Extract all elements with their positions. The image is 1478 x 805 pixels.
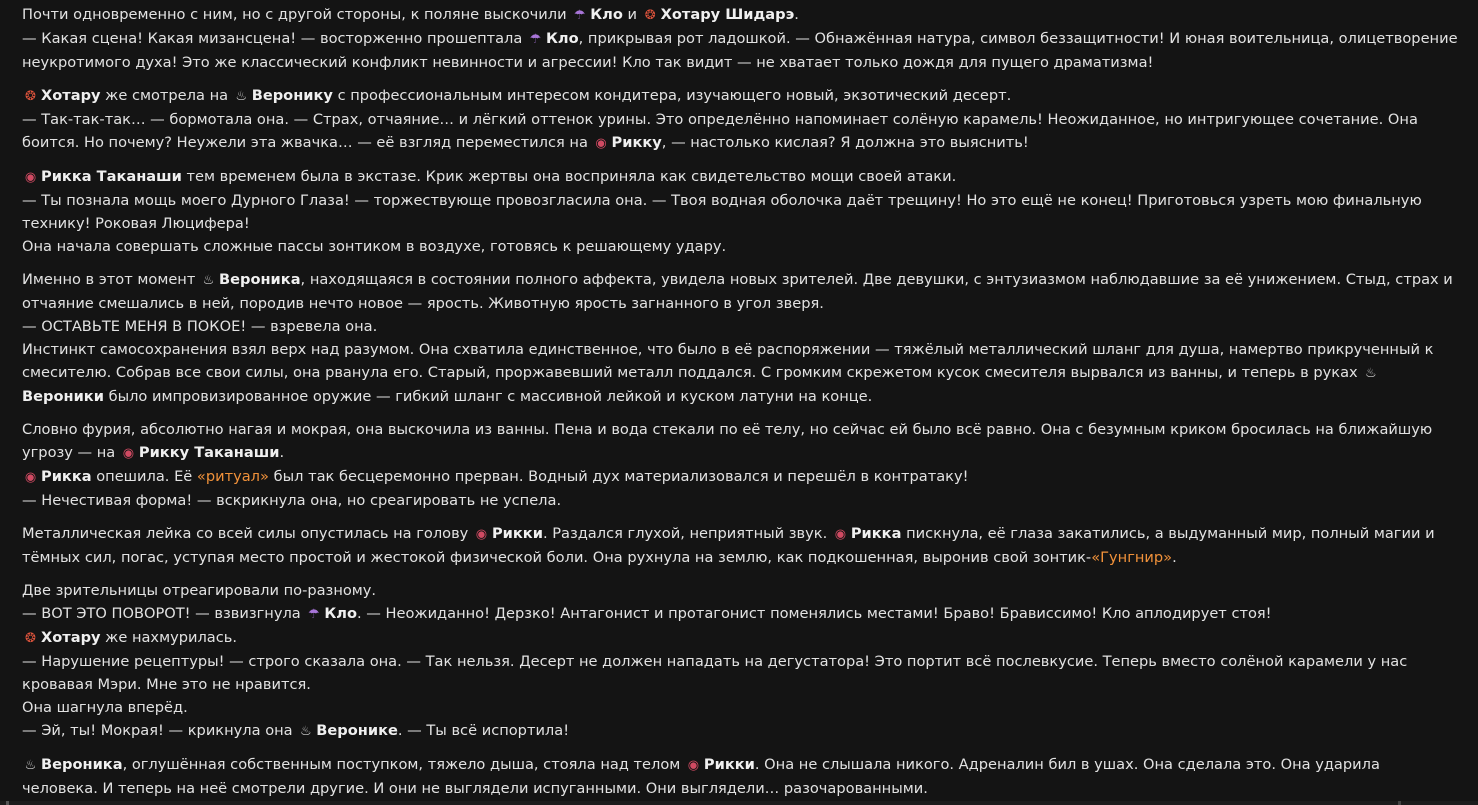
text-line [22,465,1458,489]
text-line [22,753,1458,800]
text-segment: . Она не слышала никого. Адреналин бил в ушах. Она сделала это. Она ударила человека. И теперь на неё смотрели другие. И они не выглядели испуганными. Они выглядели… разочарованными. [22,756,1385,797]
character-name: Вероники [22,388,104,405]
highlighted-term: «Гунгнир» [1091,549,1173,566]
text-segment: — ОСТАВЬТЕ МЕНЯ В ПОКОЕ! — взревела она. [22,318,378,335]
text-segment: . [1172,549,1177,566]
candy-icon: ❂ [644,8,656,23]
character-name: Веронику [251,87,333,104]
text-segment: , прикрывая рот ладошкой. — Обнажённая натура, символ беззащитности! И юная воительница, олицетворение неукротимого духа! Это же классический конфликт невинности и агрессии! Кло так видит — не хватает только дождя для пущего драматизма! [22,30,1463,71]
text-line [22,626,1458,650]
text-segment: — Так-так-так… — бормотала она. — Страх, отчаяние… и лёгкий оттенок урины. Это определённо напоминает солёную карамель! Неожиданное, но интригующее сочетание. Она боится. Но почему? Неужели эта жвачка… — её взгляд переместился на [22,111,1423,151]
text-line [22,165,1458,189]
umbrella-icon: ☂ [308,607,320,622]
text-line [22,27,1463,74]
candy-icon: ❂ [25,631,36,646]
umbrella-icon: ☂ [573,8,586,23]
text-segment: Инстинкт самосохранения взял верх над разумом. Она схватила единственное, что было в её распоряжении — тяжёлый металлический шланг для душа, намертво прикрученный к смесителю. Собрав все свои силы, она рванула его. Старый, проржавевший металл поддался. С громким скрежетом кусок смесителя вырвался из ванны, и теперь в руках [22,341,1439,381]
text-line [22,84,1458,108]
character-name: Кло [590,6,623,23]
text-segment: с профессиональным интересом кондитера, изучающего новый, экзотический десерт. [332,87,1012,104]
text-segment: . [794,6,799,23]
text-segment: тем временем была в экстазе. Крик жертвы она восприняла как свидетельство мощи своей атаки. [181,168,957,185]
text-segment: , оглушённая собственным поступком, тяжело дыша, стояла над телом [122,756,685,773]
text-segment: — Какая сцена! Какая мизансцена! — восторженно прошептала [22,30,527,47]
text-segment: был так бесцеремонно прерван. Водный дух материализовался и перешёл в контратаку! [268,468,969,485]
text-line [22,650,1458,696]
text-line [22,579,1458,602]
eye-icon: ◉ [122,446,135,461]
character-name: Хотару Шидарэ [660,6,795,23]
text-segment: — Нечестивая форма! — вскрикнула она, но среагировать не успела. [22,492,562,509]
character-name: Кло [545,30,579,47]
highlighted-term: «ритуал» [196,468,269,485]
text-segment: же нахмурилась. [100,629,237,646]
text-line [22,235,1458,258]
bathtub-icon: ♨ [24,758,37,773]
text-line [22,719,1458,743]
eye-icon: ◉ [475,527,488,542]
story-text [22,3,1463,805]
text-line [22,418,1458,465]
text-segment: было импровизированное оружие — гибкий шланг с массивной лейкой и куском латуни на конце. [103,388,873,405]
text-segment: Она начала совершать сложные пассы зонтиком в воздухе, готовясь к решающему удару. [22,238,727,255]
scrollbar-left-marker [6,801,9,805]
text-line [22,338,1458,408]
text-segment: же смотрела на [100,87,233,104]
bathtub-icon: ♨ [1364,366,1377,381]
paragraph [22,753,1458,800]
text-segment: пискнула, её глаза закатились, а выдуманный мир, полный магии и тёмных сил, погас, уступая место простой и жестокой физической боли. Она рухнула на землю, как подкошенная, выронив свой зонтик- [22,525,1440,566]
character-name: Вероника [218,271,301,288]
text-line [22,189,1458,235]
text-segment: . — Неожиданно! Дерзко! Антагонист и протагонист поменялись местами! Браво! Брависсимо! Кло аплодирует стоя! [357,605,1272,622]
text-segment: Она шагнула вперёд. [22,699,188,716]
text-segment: Две зрительницы отреагировали по-разному. [22,582,377,599]
text-line [22,696,1458,719]
text-segment: опешила. Её [91,468,197,485]
horizontal-scrollbar[interactable] [0,801,1478,805]
character-name: Рикку [611,134,662,151]
text-segment: Почти одновременно с ним, но с другой стороны, к поляне выскочили [22,6,572,23]
candy-icon: ❂ [25,89,36,104]
text-segment: . Раздался глухой, неприятный звук. [542,525,832,542]
text-line [22,602,1458,626]
eye-icon: ◉ [24,170,37,185]
paragraph [22,3,1463,74]
text-line [22,268,1458,315]
character-name: Хотару [41,87,101,104]
text-line [22,108,1458,155]
umbrella-icon: ☂ [529,32,542,47]
text-segment: — Нарушение рецептуры! — строго сказала она. — Так нельзя. Десерт не должен нападать на дегустатора! Это портит всё послевкусие. Теперь вместо солёной карамели у нас кровавая Мэри. Мне это не нравится. [22,653,1412,693]
eye-icon: ◉ [595,136,607,151]
paragraph [22,84,1458,155]
text-segment: Металлическая лейка со всей силы опустилась на голову [22,525,473,542]
text-segment: , — настолько кислая? Я должна это выяснить! [661,134,1029,151]
character-name: Рикку Таканаши [138,444,280,461]
text-line [22,489,1458,512]
character-name: Хотару [41,629,101,646]
bathtub-icon: ♨ [299,724,312,739]
text-line [22,315,1458,338]
paragraph [22,579,1458,743]
text-segment: Словно фурия, абсолютно нагая и мокрая, она выскочила из ванны. Пена и вода стекали по её телу, но сейчас ей было всё равно. Она с безумным криком бросилась на ближайшую угрозу — на [22,421,1437,461]
text-segment: и [622,6,642,23]
eye-icon: ◉ [687,758,700,773]
text-line [22,522,1458,569]
character-name: Вероника [41,756,123,773]
character-name: Рикки [491,525,543,542]
text-line [22,3,1458,27]
text-segment: — ВОТ ЭТО ПОВОРОТ! — взвизгнула [22,605,306,622]
paragraph [22,268,1458,408]
text-segment: Именно в этот момент [22,271,200,288]
text-segment: — Ты познала мощь моего Дурного Глаза! — торжествующе провозгласила она. — Твоя водная оболочка даёт трещину! Но это ещё не конец! Приготовься узреть мою финальную технику! Роковая Люцифера! [22,192,1427,232]
scrollbar-right-marker [1398,801,1401,805]
paragraph [22,165,1458,258]
character-name: Кло [324,605,358,622]
character-name: Рикки [703,756,755,773]
eye-icon: ◉ [834,527,847,542]
text-segment: — Эй, ты! Мокрая! — крикнула она [22,722,298,739]
paragraph [22,522,1458,569]
character-name: Рикка [850,525,902,542]
eye-icon: ◉ [24,470,37,485]
text-segment: . [279,444,285,461]
character-name: Веронике [316,722,398,739]
paragraph [22,418,1458,512]
bathtub-icon: ♨ [202,273,215,288]
bathtub-icon: ♨ [235,89,248,104]
text-segment: . — Ты всё испортила! [397,722,570,739]
text-segment: , находящаяся в состоянии полного аффекта, увидела новых зрителей. Две девушки, с энтузиазмом наблюдавшие за её унижением. Стыд, страх и отчаяние смешались в ней, породив нечто новое — ярость. Животную ярость загнанного в угол зверя. [22,271,1458,312]
character-name: Рикка [41,468,92,485]
character-name: Рикка Таканаши [41,168,182,185]
